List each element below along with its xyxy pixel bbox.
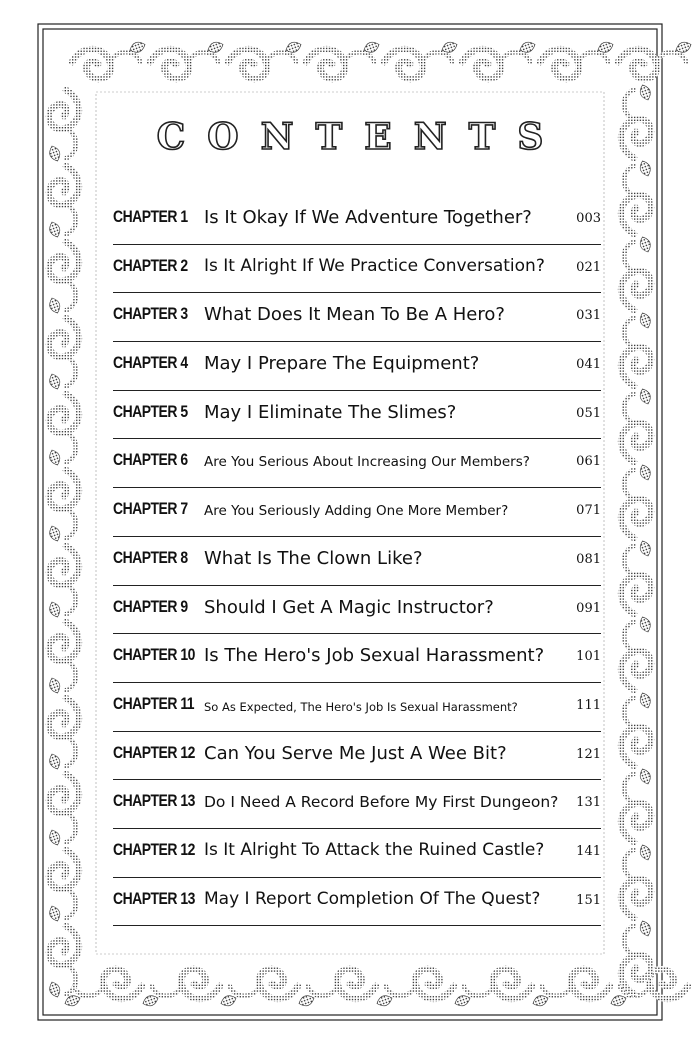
leaf-ornament-icon <box>47 448 62 466</box>
leaf-ornament-icon <box>638 387 653 405</box>
chapter-title: Are You Seriously Adding One More Member? <box>204 503 509 520</box>
chapter-title: May I Report Completion Of The Quest? <box>204 888 541 909</box>
scroll-ornament-icon <box>150 49 218 79</box>
leaf-ornament-icon <box>638 919 653 937</box>
chapter-number: CHAPTER 9 <box>113 596 188 616</box>
scroll-ornament-icon <box>464 969 532 999</box>
toc-row[interactable] <box>113 537 601 586</box>
chapter-number: CHAPTER 12 <box>113 742 195 762</box>
toc-row[interactable] <box>113 196 601 245</box>
page-number: 051 <box>576 405 601 421</box>
chapter-title: Is It Okay If We Adventure Together? <box>204 207 532 228</box>
chapter-title: Are You Serious About Increasing Our Members? <box>204 454 530 471</box>
scroll-ornament-icon <box>384 49 452 79</box>
leaf-ornament-icon <box>638 539 653 557</box>
scroll-ornament-icon <box>72 49 140 79</box>
scroll-ornament-icon <box>621 166 651 234</box>
page-number: 111 <box>576 697 601 713</box>
scroll-ornament-icon <box>542 969 610 999</box>
chapter-title: Is The Hero's Job Sexual Harassment? <box>204 645 545 667</box>
scroll-ornament-icon <box>540 49 608 79</box>
chapter-number: CHAPTER 12 <box>113 839 195 859</box>
leaf-ornament-icon <box>638 767 653 785</box>
chapter-number: CHAPTER 2 <box>113 255 188 275</box>
chapter-number: CHAPTER 13 <box>113 791 195 811</box>
toc-row[interactable] <box>113 586 601 635</box>
leaf-ornament-icon <box>47 220 62 238</box>
leaf-ornament-icon <box>638 235 653 253</box>
page-number: 003 <box>576 211 601 226</box>
chapter-title: Is It Alright If We Practice Conversation? <box>204 255 545 276</box>
contents-title: CONTENTS <box>156 116 566 158</box>
leaf-ornament-icon <box>47 524 62 542</box>
toc-row[interactable] <box>113 391 601 440</box>
leaf-ornament-icon <box>638 463 653 481</box>
scroll-ornament-icon <box>621 850 651 918</box>
page-number: 041 <box>576 357 601 373</box>
leaf-ornament-icon <box>47 904 62 922</box>
scroll-ornament-icon <box>308 969 376 999</box>
leaf-ornament-icon <box>47 828 62 846</box>
leaf-ornament-icon <box>47 752 62 770</box>
leaf-ornament-icon <box>47 372 62 390</box>
toc-row[interactable] <box>113 634 601 683</box>
scroll-ornament-icon <box>621 470 651 538</box>
chapter-number: CHAPTER 13 <box>113 888 195 908</box>
chapter-title: What Is The Clown Like? <box>204 547 423 569</box>
scroll-ornament-icon <box>621 622 651 690</box>
page-number: 121 <box>576 746 601 762</box>
page-number: 061 <box>576 454 601 470</box>
leaf-ornament-icon <box>47 980 62 998</box>
chapter-number: CHAPTER 1 <box>113 207 188 226</box>
toc-row[interactable] <box>113 683 601 732</box>
page-number: 151 <box>576 892 601 908</box>
chapter-number: CHAPTER 6 <box>113 450 188 470</box>
chapter-number: CHAPTER 3 <box>113 304 188 324</box>
leaf-ornament-icon <box>47 600 62 618</box>
scroll-ornament-icon <box>621 394 651 462</box>
leaf-ornament-icon <box>638 159 653 177</box>
page-number: 031 <box>576 308 601 324</box>
page-number: 021 <box>576 259 601 275</box>
scroll-ornament-icon <box>152 969 220 999</box>
scroll-ornament-icon <box>228 49 296 79</box>
leaf-ornament-icon <box>638 691 653 709</box>
scroll-ornament-icon <box>621 698 651 766</box>
scroll-ornament-icon <box>386 969 454 999</box>
toc-row[interactable] <box>113 829 601 878</box>
leaf-ornament-icon <box>47 296 62 314</box>
leaf-ornament-icon <box>638 843 653 861</box>
chapter-title: Do I Need A Record Before My First Dungeon? <box>204 793 559 812</box>
chapter-title: What Does It Mean To Be A Hero? <box>204 304 505 326</box>
leaf-ornament-icon <box>638 615 653 633</box>
page-number: 101 <box>576 649 601 665</box>
chapter-number: CHAPTER 4 <box>113 353 188 373</box>
page-number: 081 <box>576 551 601 567</box>
leaf-ornament-icon <box>638 311 653 329</box>
page-number: 141 <box>576 843 601 859</box>
chapter-number: CHAPTER 5 <box>113 401 188 421</box>
toc-row[interactable] <box>113 878 601 927</box>
scroll-ornament-icon <box>618 49 686 79</box>
toc-row[interactable] <box>113 488 601 537</box>
chapter-title: Can You Serve Me Just A Wee Bit? <box>204 742 507 764</box>
chapter-title: May I Prepare The Equipment? <box>204 353 480 375</box>
scroll-ornament-icon <box>621 318 651 386</box>
scroll-ornament-icon <box>621 242 651 310</box>
leaf-ornament-icon <box>638 83 653 101</box>
page-number: 071 <box>576 503 601 519</box>
chapter-title: Is It Alright To Attack the Ruined Castle? <box>204 839 545 860</box>
scroll-ornament-icon <box>306 49 374 79</box>
leaf-ornament-icon <box>47 676 62 694</box>
page-number: 131 <box>576 795 601 811</box>
scroll-ornament-icon <box>462 49 530 79</box>
toc-row[interactable] <box>113 780 601 829</box>
page-number: 091 <box>576 600 601 616</box>
chapter-number: CHAPTER 10 <box>113 645 195 665</box>
table-of-contents <box>113 196 601 926</box>
toc-row[interactable] <box>113 293 601 342</box>
scroll-ornament-icon <box>621 774 651 842</box>
toc-row[interactable] <box>113 439 601 488</box>
chapter-number: CHAPTER 11 <box>113 693 195 713</box>
scroll-ornament-icon <box>230 969 298 999</box>
scroll-ornament-icon <box>74 969 142 999</box>
toc-row[interactable] <box>113 245 601 294</box>
chapter-title: May I Eliminate The Slimes? <box>204 401 457 423</box>
chapter-title: So As Expected, The Hero's Job Is Sexual Harassment? <box>204 699 518 714</box>
toc-row[interactable] <box>113 732 601 781</box>
chapter-number: CHAPTER 8 <box>113 547 188 567</box>
toc-row[interactable] <box>113 342 601 391</box>
scroll-ornament-icon <box>621 546 651 614</box>
chapter-number: CHAPTER 7 <box>113 499 188 519</box>
chapter-title: Should I Get A Magic Instructor? <box>204 596 494 618</box>
